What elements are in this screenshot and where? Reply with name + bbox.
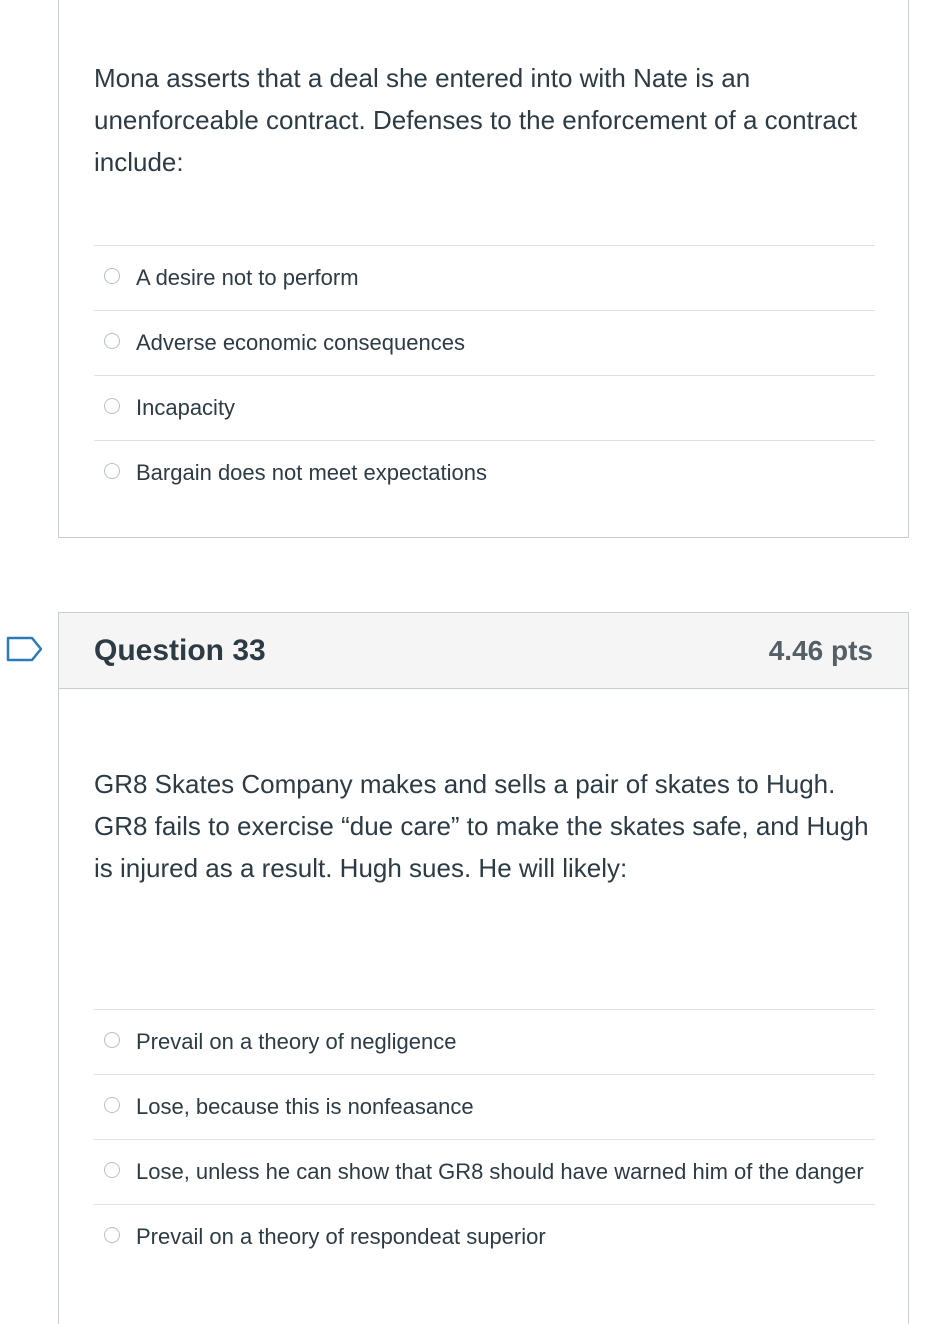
answer-label: Incapacity: [136, 395, 236, 420]
flag-question-icon[interactable]: [6, 635, 44, 663]
question-text: GR8 Skates Company makes and sells a pair of skates to Hugh. GR8 fails to exercise “due care” to make the skates safe, and Hugh is injured as a result. Hugh sues. He will likely:: [94, 769, 869, 883]
answer-option[interactable]: [94, 311, 875, 376]
question-header: [59, 613, 908, 689]
question-title: Question 33: [94, 633, 266, 667]
radio-button[interactable]: [104, 398, 120, 414]
question-card-33: [58, 612, 909, 1324]
radio-button[interactable]: [104, 1097, 120, 1113]
answer-option[interactable]: [94, 246, 875, 311]
radio-button[interactable]: [104, 1162, 120, 1178]
answer-option[interactable]: [94, 1075, 875, 1140]
answer-label: Lose, unless he can show that GR8 should have warned him of the danger: [136, 1159, 864, 1184]
radio-button[interactable]: [104, 268, 120, 284]
answer-label: Prevail on a theory of negligence: [136, 1029, 457, 1054]
radio-button[interactable]: [104, 1227, 120, 1243]
answer-label: Lose, because this is nonfeasance: [136, 1094, 474, 1119]
answer-option[interactable]: [94, 1205, 875, 1269]
answer-option[interactable]: [94, 376, 875, 441]
question-points: 4.46 pts: [768, 634, 873, 666]
answer-label: Adverse economic consequences: [136, 330, 465, 355]
question-text: Mona asserts that a deal she entered into with Nate is an unenforceable contract. Defenses to the enforcement of a contract include:: [94, 63, 858, 177]
answer-label: Bargain does not meet expectations: [136, 460, 488, 485]
question-card-previous: [58, 0, 909, 538]
radio-button[interactable]: [104, 1032, 120, 1048]
answer-list: [94, 1009, 875, 1269]
answer-option[interactable]: [94, 1140, 875, 1205]
radio-button[interactable]: [104, 463, 120, 479]
answer-option[interactable]: [94, 441, 875, 505]
answer-label: A desire not to perform: [136, 265, 359, 290]
answer-list: [94, 245, 875, 505]
answer-option[interactable]: [94, 1010, 875, 1075]
radio-button[interactable]: [104, 333, 120, 349]
answer-label: Prevail on a theory of respondeat superior: [136, 1224, 546, 1249]
